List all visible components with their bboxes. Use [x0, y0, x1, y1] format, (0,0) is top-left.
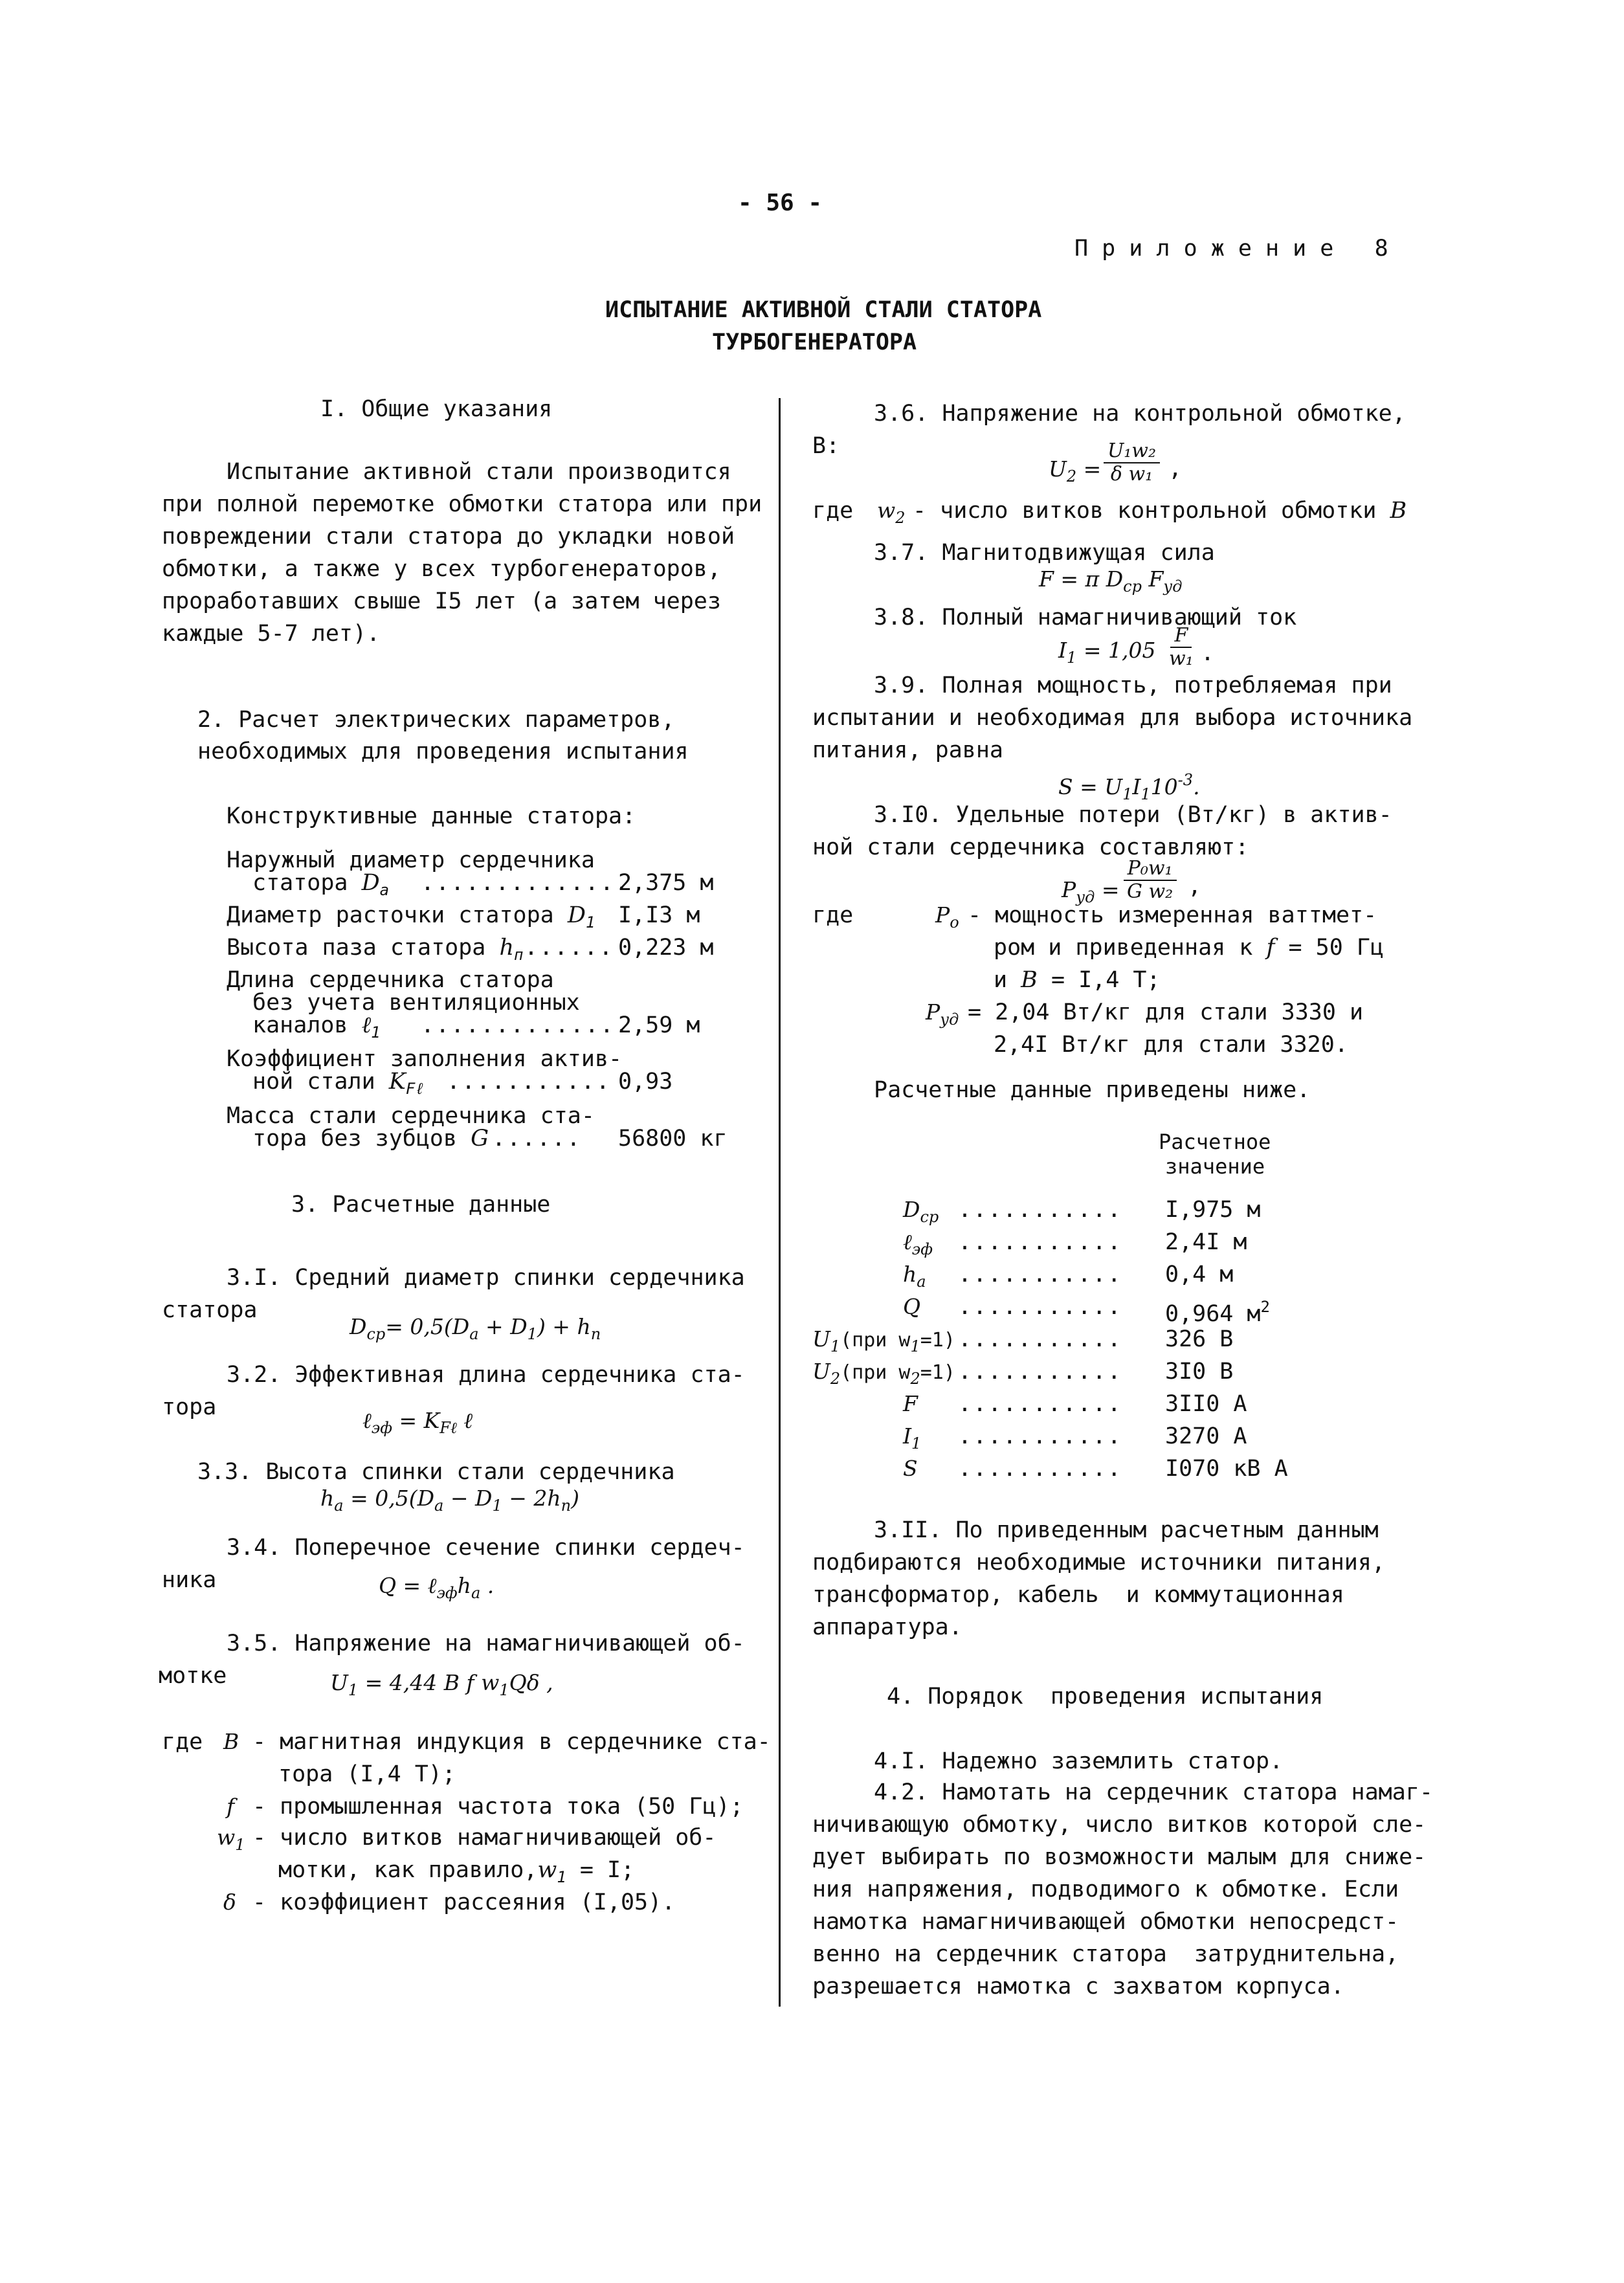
- calc-row-value: 326 В: [1165, 1326, 1234, 1352]
- r1-dots: ..............: [421, 870, 630, 896]
- formula-q: $Q = \ell_{эф}h_a$ .: [379, 1573, 495, 1602]
- r6-label-a: Масса стали сердечника ста-: [227, 1103, 595, 1129]
- calc-row-value: 3II0 А: [1165, 1391, 1247, 1417]
- r6-dots: ......: [492, 1126, 582, 1152]
- r4-label-c: каналов ℓ$_1$: [252, 1012, 381, 1041]
- r5-value: 0,93: [618, 1069, 673, 1095]
- page-number: - 56 -: [738, 190, 823, 216]
- r1-label-a: Наружный диаметр сердечника: [227, 847, 595, 873]
- calc-row-dots: ...........: [958, 1229, 1122, 1255]
- calc-row-symbol: S: [903, 1456, 918, 1481]
- i310-where-2: = 2,04 Вт/кг для стали 3330 и: [968, 999, 1364, 1025]
- calc-row-dots: ...........: [958, 1456, 1122, 1482]
- r1-label-b: статора $D_a$: [252, 870, 390, 899]
- title-line-1: ИСПЫТАНИЕ АКТИВНОЙ СТАЛИ СТАТОРА: [605, 297, 1042, 323]
- i41-line: 4.I. Надежно заземлить статор.: [874, 1748, 1284, 1774]
- i34-line-b: ника: [162, 1567, 217, 1593]
- s1-para-line-5: проработавших свыше I5 лет (а затем через: [162, 588, 721, 614]
- appendix-label: П р и л о ж е н и е 8: [1074, 236, 1388, 262]
- i32-line-b: тора: [162, 1394, 217, 1420]
- section-4-heading: 4. Порядок проведения испытания: [887, 1684, 1324, 1709]
- i35-line-a: 3.5. Напряжение на намагничивающей об-: [227, 1631, 745, 1656]
- i39-line-c: питания, равна: [812, 737, 1004, 763]
- sym-pud: $P_{уд}$: [926, 999, 959, 1029]
- calc-row-value: 2,4I м: [1165, 1229, 1247, 1255]
- i42-line-a: 4.2. Намотать на сердечник статора намаг-: [874, 1779, 1433, 1805]
- calc-row-symbol: $U_2(при$ $w_2=1$): [812, 1359, 955, 1388]
- r5-dots: ...........: [447, 1069, 611, 1095]
- calc-row-value: I,975 м: [1165, 1197, 1261, 1223]
- formula-i1-lhs: $I_1 = 1,05$: [1058, 638, 1156, 667]
- formula-pud-lhs: $P_{уд}$ =: [1062, 877, 1120, 906]
- i311-line-b: подбираются необходимые источники питания,: [812, 1550, 1386, 1576]
- calc-row-dots: ...........: [958, 1294, 1122, 1320]
- section-3-heading: 3. Расчетные данные: [291, 1192, 551, 1218]
- i42-line-g: разрешается намотка с захватом корпуса.: [812, 1974, 1344, 1999]
- i310-where-2b: 2,4I Вт/кг для стали 3320.: [994, 1032, 1348, 1058]
- calc-row-symbol: $D_{ср}$: [903, 1197, 939, 1226]
- i311-line-c: трансформатор, кабель и коммутационная: [812, 1582, 1344, 1608]
- i31-line-b: статора: [162, 1297, 258, 1323]
- i310-line-b: ной стали сердечника составляют:: [812, 834, 1249, 860]
- section-2-heading-1: 2. Расчет электрических параметров,: [197, 707, 675, 733]
- i38-line: 3.8. Полный намагничивающий ток: [874, 605, 1297, 630]
- calc-row-value: 0,964 $м^2$: [1165, 1298, 1270, 1327]
- r3-label: Высота паза статора $h_п$: [227, 935, 524, 964]
- i310-where-1d: и B = I,4 Т;: [994, 967, 1161, 993]
- r4-dots: ..............: [421, 1012, 630, 1038]
- i310-where: где: [812, 902, 854, 928]
- formula-i1-fraction: $\frac{F}{\text{w₁}}$: [1169, 624, 1194, 670]
- formula-i1-dot: .: [1201, 640, 1215, 666]
- formula-u2-lhs: $U_2$ =: [1049, 456, 1102, 485]
- calc-row-symbol: F: [903, 1391, 918, 1416]
- formula-u1: $U_1 = 4,44$ B f $w_1Q\delta$ ,: [330, 1670, 553, 1699]
- i35-line-b: мотке: [159, 1663, 227, 1689]
- column-divider: [779, 398, 781, 2007]
- title-line-2: ТУРБОГЕНЕРАТОРА: [712, 329, 917, 355]
- sym-w2: $w_2$: [877, 498, 906, 527]
- i42-line-b: ничивающую обмотку, число витков которой сле-: [812, 1812, 1427, 1838]
- s1-para-line-4: обмотки, а также у всех турбогенераторов,: [162, 556, 721, 582]
- formula-s: $S = U_1I_110^{-3}$.: [1058, 771, 1200, 803]
- calc-row-symbol: $h_a$: [903, 1262, 926, 1291]
- r4-label-a: Длина сердечника статора: [227, 967, 554, 993]
- where-f-line: - промышленная частота тока (50 Гц);: [252, 1794, 744, 1820]
- r4-label-b: без учета вентиляционных: [252, 990, 580, 1016]
- calc-row-dots: ...........: [958, 1359, 1122, 1385]
- i36-line-a: 3.6. Напряжение на контрольной обмотке,: [874, 401, 1406, 427]
- calc-row-dots: ...........: [958, 1391, 1122, 1417]
- formula-pud-fraction: $\frac{\text{P₀w₁}}{\text{G w₂}}$: [1123, 858, 1177, 903]
- formula-dcp: $D_{ср}= 0,5(D_a + D_1) + h_п$: [350, 1314, 601, 1343]
- where-label: где: [162, 1729, 203, 1755]
- calc-row-value: 0,4 м: [1165, 1262, 1234, 1287]
- i36-where: где: [812, 498, 854, 524]
- where-b-line-2: тора (I,4 Т);: [278, 1761, 456, 1787]
- calc-row-dots: ...........: [958, 1326, 1122, 1352]
- calc-row-value: 3270 А: [1165, 1423, 1247, 1449]
- sym-w1: $w_1$: [217, 1825, 245, 1854]
- i36-where-text: - число витков контрольной обмотки B: [913, 498, 1407, 524]
- i42-line-c: дует выбирать по возможности малым для сниже-: [812, 1844, 1427, 1870]
- i37-line: 3.7. Магнитодвижущая сила: [874, 540, 1215, 566]
- i36-line-b: В:: [812, 433, 840, 459]
- r5-label-b: ной стали $K_{F\ell}$: [252, 1069, 425, 1098]
- where-delta-line: - коэффициент рассеяния (I,05).: [252, 1889, 676, 1915]
- i310-where-1: - мощность измеренная ваттмет-: [968, 902, 1377, 928]
- i42-line-f: венно на сердечник статора затруднительна,: [812, 1941, 1399, 1967]
- where-b-line-1: - магнитная индукция в сердечнике ста-: [252, 1729, 771, 1755]
- r6-value: 56800 кг: [618, 1126, 728, 1152]
- i311-line-d: аппаратура.: [812, 1614, 962, 1640]
- i32-line-a: 3.2. Эффективная длина сердечника ста-: [227, 1362, 745, 1388]
- s1-para-line-6: каждые 5-7 лет).: [162, 621, 381, 647]
- calc-row-dots: ...........: [958, 1423, 1122, 1449]
- calc-row-symbol: ℓ$_{эф}$: [903, 1229, 933, 1258]
- r3-dots: ......: [524, 935, 614, 961]
- formula-leff: ℓ$_{эф}$ = $K_{F\ell}$ ℓ: [362, 1408, 473, 1437]
- formula-pud-comma: ,: [1188, 873, 1202, 899]
- i311-line-a: 3.II. По приведенным расчетным данным: [874, 1517, 1379, 1543]
- formula-u2-fraction: $\frac{\text{U₁w₂}}{\text{δ w₁}}$: [1104, 440, 1160, 485]
- calc-intro: Расчетные данные приведены ниже.: [874, 1077, 1311, 1103]
- sym-po: $P_o$: [935, 902, 959, 931]
- s2-intro: Конструктивные данные статора:: [227, 803, 636, 829]
- i34-line-a: 3.4. Поперечное сечение спинки сердеч-: [227, 1535, 745, 1561]
- s1-para-line-2: при полной перемотке обмотки статора или при: [162, 491, 762, 517]
- i39-line-b: испытании и необходимая для выбора источника: [812, 705, 1413, 731]
- calc-row-dots: ...........: [958, 1262, 1122, 1287]
- calc-row-symbol: Q: [903, 1294, 921, 1319]
- calc-row-dots: ...........: [958, 1197, 1122, 1223]
- calc-row-symbol: $I_1$: [903, 1423, 922, 1453]
- where-w1-line-2: мотки, как $правило,w_1 = I$;: [278, 1857, 635, 1886]
- s1-para-line-3: повреждении стали статора до укладки новой: [162, 524, 735, 550]
- r5-label-a: Коэффициент заполнения актив-: [227, 1046, 623, 1072]
- formula-f: F = π $D_{ср}$ $F_{уд}$: [1039, 566, 1183, 596]
- i42-line-e: намотка намагничивающей обмотки непосредст-: [812, 1909, 1399, 1935]
- i31-line-a: 3.I. Средний диаметр спинки сердечника: [227, 1265, 745, 1291]
- s1-para-line-1: Испытание активной стали производится: [227, 459, 731, 485]
- squared-exponent: 2: [1260, 1298, 1270, 1316]
- r6-label-b: тора без зубцов G: [252, 1126, 489, 1152]
- r2-value: I,I3 м: [618, 902, 700, 928]
- calc-row-value: I070 кВ А: [1165, 1456, 1288, 1482]
- formula-u2-comma: ,: [1168, 456, 1183, 482]
- where-w1-line-1: - число витков намагничивающей об-: [252, 1825, 717, 1851]
- r1-value: 2,375 м: [618, 870, 714, 896]
- i39-line-a: 3.9. Полная мощность, потребляемая при: [874, 673, 1392, 698]
- i33-line: 3.3. Высота спинки стали сердечника: [197, 1459, 675, 1485]
- formula-ha: $h_a = 0,5(D_a - D_1 - 2h_п)$: [320, 1486, 579, 1515]
- table-head-2: значение: [1165, 1154, 1265, 1179]
- sym-delta: δ: [223, 1889, 236, 1915]
- r2-label: Диаметр расточки статора $D_1$: [227, 902, 595, 931]
- calc-row-symbol: $U_1(при$ $w_1=1$): [812, 1326, 955, 1355]
- r4-value: 2,59 м: [618, 1012, 700, 1038]
- section-1-heading: I. Общие указания: [320, 396, 553, 422]
- i310-line-a: 3.I0. Удельные потери (Вт/кг) в актив-: [874, 802, 1392, 828]
- i42-line-d: ния напряжения, подводимого к обмотке. Если: [812, 1877, 1399, 1902]
- section-2-heading-2: необходимых для проведения испытания: [197, 739, 689, 764]
- sym-f: f: [227, 1794, 235, 1819]
- i310-where-1b: ром и приведенная к f = 50 Гц: [994, 935, 1384, 961]
- calc-row-value: 3I0 В: [1165, 1359, 1234, 1385]
- r3-value: 0,223 м: [618, 935, 714, 961]
- table-head-1: Расчетное: [1159, 1130, 1271, 1154]
- sym-b: B: [223, 1729, 239, 1754]
